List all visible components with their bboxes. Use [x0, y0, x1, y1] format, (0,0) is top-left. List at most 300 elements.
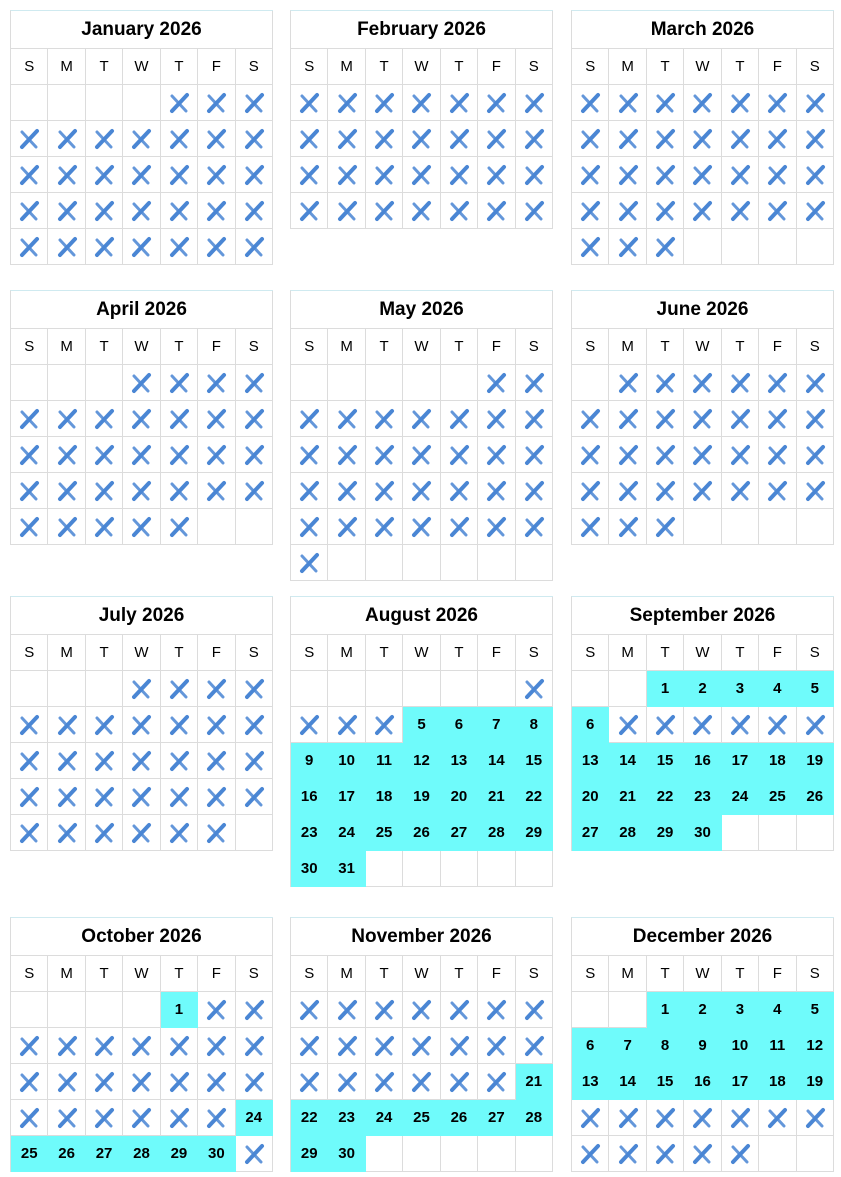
empty-day-cell: [441, 851, 478, 887]
cross-mark-icon: [168, 480, 190, 502]
available-day-cell[interactable]: 21: [478, 779, 515, 815]
available-day-cell[interactable]: 16: [291, 779, 328, 815]
available-day-cell[interactable]: 28: [609, 815, 646, 851]
available-day-cell[interactable]: 18: [759, 1064, 796, 1100]
month-calendar: [10, 290, 273, 545]
cross-mark-icon: [56, 200, 78, 222]
empty-day-cell: [759, 229, 796, 265]
available-day-cell[interactable]: 22: [291, 1100, 328, 1136]
cross-mark-icon: [168, 444, 190, 466]
cross-mark-icon: [93, 1071, 115, 1093]
unavailable-day-cell: [722, 193, 759, 229]
unavailable-day-cell: [572, 473, 609, 509]
available-day-cell[interactable]: 22: [647, 779, 684, 815]
month-title: June 2026: [572, 291, 834, 329]
cross-mark-icon: [243, 444, 265, 466]
unavailable-day-cell: [123, 121, 160, 157]
unavailable-day-cell: [609, 1100, 646, 1136]
available-day-cell[interactable]: 28: [123, 1136, 160, 1172]
available-day-cell[interactable]: 26: [797, 779, 834, 815]
available-day-cell[interactable]: 31: [328, 851, 365, 887]
month-calendar: [290, 290, 553, 581]
empty-day-cell: [48, 85, 85, 121]
unavailable-day-cell: [441, 401, 478, 437]
unavailable-day-cell: [516, 1028, 553, 1064]
weekday-header: S: [236, 49, 273, 85]
unavailable-day-cell: [11, 473, 48, 509]
available-day-cell[interactable]: 15: [647, 743, 684, 779]
empty-day-cell: [48, 671, 85, 707]
available-day-cell[interactable]: 7: [609, 1028, 646, 1064]
cross-mark-icon: [617, 714, 639, 736]
available-day-cell[interactable]: 1: [647, 992, 684, 1028]
unavailable-day-cell: [161, 743, 198, 779]
empty-day-cell: [572, 365, 609, 401]
unavailable-day-cell: [797, 121, 834, 157]
cross-mark-icon: [766, 480, 788, 502]
unavailable-day-cell: [722, 1100, 759, 1136]
cross-mark-icon: [579, 92, 601, 114]
weekday-header: W: [123, 956, 160, 992]
unavailable-day-cell: [684, 437, 721, 473]
empty-day-cell: [441, 1136, 478, 1172]
available-day-cell[interactable]: 30: [198, 1136, 235, 1172]
available-day-cell[interactable]: 16: [684, 1064, 721, 1100]
cross-mark-icon: [93, 822, 115, 844]
cross-mark-icon: [654, 480, 676, 502]
unavailable-day-cell: [759, 437, 796, 473]
cross-mark-icon: [205, 786, 227, 808]
empty-day-cell: [86, 365, 123, 401]
unavailable-day-cell: [403, 437, 440, 473]
month-calendar: [10, 917, 273, 1172]
cross-mark-icon: [18, 200, 40, 222]
available-day-cell[interactable]: 26: [48, 1136, 85, 1172]
available-day-cell[interactable]: 14: [609, 743, 646, 779]
unavailable-day-cell: [478, 1028, 515, 1064]
cross-mark-icon: [243, 200, 265, 222]
available-day-cell[interactable]: 23: [684, 779, 721, 815]
unavailable-day-cell: [198, 815, 235, 851]
day-grid: [11, 956, 273, 1172]
available-day-cell[interactable]: 20: [572, 779, 609, 815]
available-day-cell[interactable]: 17: [328, 779, 365, 815]
unavailable-day-cell: [759, 121, 796, 157]
available-day-cell[interactable]: 19: [797, 743, 834, 779]
unavailable-day-cell: [441, 85, 478, 121]
unavailable-day-cell: [291, 401, 328, 437]
unavailable-day-cell: [123, 437, 160, 473]
unavailable-day-cell: [161, 157, 198, 193]
unavailable-day-cell: [48, 121, 85, 157]
available-day-cell[interactable]: 8: [516, 707, 553, 743]
available-day-cell[interactable]: 1: [647, 671, 684, 707]
cross-mark-icon: [373, 714, 395, 736]
available-day-cell[interactable]: 17: [722, 1064, 759, 1100]
unavailable-day-cell: [759, 157, 796, 193]
unavailable-day-cell: [366, 1028, 403, 1064]
empty-day-cell: [48, 365, 85, 401]
available-day-cell[interactable]: 27: [478, 1100, 515, 1136]
unavailable-day-cell: [797, 473, 834, 509]
unavailable-day-cell: [441, 992, 478, 1028]
unavailable-day-cell: [11, 707, 48, 743]
cross-mark-icon: [766, 408, 788, 430]
available-day-cell[interactable]: 25: [11, 1136, 48, 1172]
weekday-header: W: [123, 329, 160, 365]
weekday-header: W: [684, 49, 721, 85]
cross-mark-icon: [448, 516, 470, 538]
available-day-cell[interactable]: 24: [328, 815, 365, 851]
available-day-cell[interactable]: 11: [759, 1028, 796, 1064]
cross-mark-icon: [205, 164, 227, 186]
unavailable-day-cell: [797, 365, 834, 401]
unavailable-day-cell: [684, 401, 721, 437]
cross-mark-icon: [691, 1143, 713, 1165]
cross-mark-icon: [298, 200, 320, 222]
unavailable-day-cell: [684, 707, 721, 743]
available-day-cell[interactable]: 4: [759, 992, 796, 1028]
weekday-header: T: [647, 956, 684, 992]
cross-mark-icon: [691, 408, 713, 430]
available-day-cell[interactable]: 27: [441, 815, 478, 851]
cross-mark-icon: [523, 164, 545, 186]
available-day-cell[interactable]: 24: [722, 779, 759, 815]
cross-mark-icon: [205, 92, 227, 114]
unavailable-day-cell: [123, 671, 160, 707]
available-day-cell[interactable]: 6: [572, 707, 609, 743]
cross-mark-icon: [523, 92, 545, 114]
unavailable-day-cell: [86, 157, 123, 193]
cross-mark-icon: [298, 552, 320, 574]
available-day-cell[interactable]: 11: [366, 743, 403, 779]
cross-mark-icon: [298, 164, 320, 186]
unavailable-day-cell: [161, 509, 198, 545]
unavailable-day-cell: [572, 121, 609, 157]
unavailable-day-cell: [441, 121, 478, 157]
available-day-cell[interactable]: 29: [516, 815, 553, 851]
cross-mark-icon: [93, 1107, 115, 1129]
available-day-cell[interactable]: 20: [441, 779, 478, 815]
unavailable-day-cell: [441, 509, 478, 545]
unavailable-day-cell: [161, 1100, 198, 1136]
unavailable-day-cell: [647, 121, 684, 157]
available-day-cell[interactable]: 29: [647, 815, 684, 851]
unavailable-day-cell: [291, 121, 328, 157]
available-day-cell[interactable]: 12: [403, 743, 440, 779]
cross-mark-icon: [691, 200, 713, 222]
cross-mark-icon: [93, 786, 115, 808]
cross-mark-icon: [168, 1107, 190, 1129]
cross-mark-icon: [373, 999, 395, 1021]
unavailable-day-cell: [161, 707, 198, 743]
weekday-header: S: [797, 635, 834, 671]
cross-mark-icon: [243, 1071, 265, 1093]
available-day-cell[interactable]: 29: [161, 1136, 198, 1172]
weekday-header: S: [11, 956, 48, 992]
unavailable-day-cell: [198, 779, 235, 815]
weekday-header: T: [722, 329, 759, 365]
available-day-cell[interactable]: 24: [236, 1100, 273, 1136]
weekday-header: T: [161, 956, 198, 992]
cross-mark-icon: [729, 200, 751, 222]
cross-mark-icon: [18, 714, 40, 736]
month-title: May 2026: [291, 291, 553, 329]
unavailable-day-cell: [572, 85, 609, 121]
unavailable-day-cell: [366, 992, 403, 1028]
cross-mark-icon: [56, 750, 78, 772]
cross-mark-icon: [617, 1107, 639, 1129]
cross-mark-icon: [130, 444, 152, 466]
cross-mark-icon: [93, 1035, 115, 1057]
weekday-header: S: [797, 49, 834, 85]
empty-day-cell: [123, 85, 160, 121]
cross-mark-icon: [691, 164, 713, 186]
available-day-cell[interactable]: 15: [516, 743, 553, 779]
cross-mark-icon: [336, 516, 358, 538]
weekday-header: S: [516, 956, 553, 992]
cross-mark-icon: [298, 516, 320, 538]
cross-mark-icon: [485, 1071, 507, 1093]
unavailable-day-cell: [647, 707, 684, 743]
unavailable-day-cell: [441, 193, 478, 229]
available-day-cell[interactable]: 3: [722, 992, 759, 1028]
cross-mark-icon: [485, 1035, 507, 1057]
cross-mark-icon: [205, 1107, 227, 1129]
unavailable-day-cell: [328, 473, 365, 509]
available-day-cell[interactable]: 23: [328, 1100, 365, 1136]
cross-mark-icon: [410, 92, 432, 114]
cross-mark-icon: [523, 444, 545, 466]
available-day-cell[interactable]: 30: [328, 1136, 365, 1172]
cross-mark-icon: [243, 408, 265, 430]
available-day-cell[interactable]: 6: [441, 707, 478, 743]
unavailable-day-cell: [403, 1028, 440, 1064]
available-day-cell[interactable]: 18: [366, 779, 403, 815]
empty-day-cell: [516, 1136, 553, 1172]
unavailable-day-cell: [647, 157, 684, 193]
weekday-header: M: [609, 635, 646, 671]
unavailable-day-cell: [516, 365, 553, 401]
cross-mark-icon: [804, 408, 826, 430]
available-day-cell[interactable]: 2: [684, 671, 721, 707]
weekday-header: W: [123, 635, 160, 671]
weekday-header: S: [516, 635, 553, 671]
cross-mark-icon: [523, 372, 545, 394]
unavailable-day-cell: [797, 401, 834, 437]
empty-day-cell: [759, 509, 796, 545]
weekday-header: S: [11, 329, 48, 365]
cross-mark-icon: [243, 236, 265, 258]
cross-mark-icon: [654, 128, 676, 150]
cross-mark-icon: [168, 236, 190, 258]
cross-mark-icon: [93, 444, 115, 466]
unavailable-day-cell: [11, 1028, 48, 1064]
available-day-cell[interactable]: 18: [759, 743, 796, 779]
day-grid: [291, 635, 553, 887]
available-day-cell[interactable]: 14: [478, 743, 515, 779]
unavailable-day-cell: [48, 193, 85, 229]
available-day-cell[interactable]: 12: [797, 1028, 834, 1064]
available-day-cell[interactable]: 26: [441, 1100, 478, 1136]
empty-day-cell: [759, 815, 796, 851]
unavailable-day-cell: [366, 707, 403, 743]
unavailable-day-cell: [366, 437, 403, 473]
unavailable-day-cell: [441, 473, 478, 509]
available-day-cell[interactable]: 27: [572, 815, 609, 851]
available-day-cell[interactable]: 29: [291, 1136, 328, 1172]
available-day-cell[interactable]: 1: [161, 992, 198, 1028]
weekday-header: M: [48, 635, 85, 671]
unavailable-day-cell: [236, 1064, 273, 1100]
cross-mark-icon: [654, 236, 676, 258]
cross-mark-icon: [168, 714, 190, 736]
available-day-cell[interactable]: 30: [684, 815, 721, 851]
weekday-header: S: [797, 329, 834, 365]
available-day-cell[interactable]: 25: [759, 779, 796, 815]
available-day-cell[interactable]: 26: [403, 815, 440, 851]
cross-mark-icon: [579, 480, 601, 502]
cross-mark-icon: [617, 1143, 639, 1165]
cross-mark-icon: [205, 714, 227, 736]
available-day-cell[interactable]: 6: [572, 1028, 609, 1064]
available-day-cell[interactable]: 8: [647, 1028, 684, 1064]
weekday-header: T: [366, 329, 403, 365]
empty-day-cell: [759, 1136, 796, 1172]
unavailable-day-cell: [366, 473, 403, 509]
weekday-header: F: [198, 329, 235, 365]
unavailable-day-cell: [236, 779, 273, 815]
weekday-header: S: [572, 329, 609, 365]
available-day-cell[interactable]: 5: [797, 671, 834, 707]
available-day-cell[interactable]: 5: [797, 992, 834, 1028]
cross-mark-icon: [168, 372, 190, 394]
available-day-cell[interactable]: 19: [797, 1064, 834, 1100]
unavailable-day-cell: [609, 1136, 646, 1172]
unavailable-day-cell: [647, 1136, 684, 1172]
unavailable-day-cell: [647, 1100, 684, 1136]
weekday-header: S: [236, 329, 273, 365]
available-day-cell[interactable]: 25: [403, 1100, 440, 1136]
available-day-cell[interactable]: 21: [516, 1064, 553, 1100]
available-day-cell[interactable]: 10: [722, 1028, 759, 1064]
cross-mark-icon: [485, 999, 507, 1021]
unavailable-day-cell: [366, 193, 403, 229]
cross-mark-icon: [448, 92, 470, 114]
unavailable-day-cell: [684, 1136, 721, 1172]
available-day-cell[interactable]: 13: [441, 743, 478, 779]
cross-mark-icon: [448, 480, 470, 502]
unavailable-day-cell: [123, 473, 160, 509]
unavailable-day-cell: [722, 121, 759, 157]
day-grid: [291, 956, 553, 1172]
available-day-cell[interactable]: 27: [86, 1136, 123, 1172]
unavailable-day-cell: [48, 707, 85, 743]
unavailable-day-cell: [609, 401, 646, 437]
cross-mark-icon: [654, 714, 676, 736]
available-day-cell[interactable]: 9: [291, 743, 328, 779]
unavailable-day-cell: [647, 509, 684, 545]
unavailable-day-cell: [759, 85, 796, 121]
available-day-cell[interactable]: 10: [328, 743, 365, 779]
available-day-cell[interactable]: 13: [572, 1064, 609, 1100]
cross-mark-icon: [130, 714, 152, 736]
empty-day-cell: [198, 509, 235, 545]
cross-mark-icon: [654, 408, 676, 430]
available-day-cell[interactable]: 2: [684, 992, 721, 1028]
available-day-cell[interactable]: 4: [759, 671, 796, 707]
available-day-cell[interactable]: 16: [684, 743, 721, 779]
available-day-cell[interactable]: 14: [609, 1064, 646, 1100]
cross-mark-icon: [56, 786, 78, 808]
unavailable-day-cell: [236, 437, 273, 473]
cross-mark-icon: [18, 128, 40, 150]
available-day-cell[interactable]: 3: [722, 671, 759, 707]
unavailable-day-cell: [478, 85, 515, 121]
available-day-cell[interactable]: 28: [478, 815, 515, 851]
weekday-header: S: [516, 49, 553, 85]
unavailable-day-cell: [572, 401, 609, 437]
weekday-header: T: [366, 49, 403, 85]
cross-mark-icon: [448, 1035, 470, 1057]
unavailable-day-cell: [48, 779, 85, 815]
unavailable-day-cell: [86, 121, 123, 157]
cross-mark-icon: [766, 164, 788, 186]
available-day-cell[interactable]: 28: [516, 1100, 553, 1136]
available-day-cell[interactable]: 25: [366, 815, 403, 851]
available-day-cell[interactable]: 7: [478, 707, 515, 743]
available-day-cell[interactable]: 15: [647, 1064, 684, 1100]
weekday-header: T: [161, 635, 198, 671]
unavailable-day-cell: [123, 1064, 160, 1100]
available-day-cell[interactable]: 22: [516, 779, 553, 815]
empty-day-cell: [478, 545, 515, 581]
cross-mark-icon: [410, 128, 432, 150]
weekday-header: T: [722, 635, 759, 671]
unavailable-day-cell: [609, 365, 646, 401]
cross-mark-icon: [485, 92, 507, 114]
cross-mark-icon: [18, 480, 40, 502]
available-day-cell[interactable]: 23: [291, 815, 328, 851]
cross-mark-icon: [93, 236, 115, 258]
unavailable-day-cell: [236, 157, 273, 193]
cross-mark-icon: [168, 750, 190, 772]
cross-mark-icon: [243, 714, 265, 736]
available-day-cell[interactable]: 24: [366, 1100, 403, 1136]
cross-mark-icon: [691, 444, 713, 466]
cross-mark-icon: [410, 408, 432, 430]
unavailable-day-cell: [366, 1064, 403, 1100]
unavailable-day-cell: [403, 157, 440, 193]
unavailable-day-cell: [236, 229, 273, 265]
unavailable-day-cell: [161, 779, 198, 815]
month-calendar: [571, 596, 834, 851]
cross-mark-icon: [130, 1071, 152, 1093]
unavailable-day-cell: [797, 437, 834, 473]
cross-mark-icon: [373, 128, 395, 150]
available-day-cell[interactable]: 13: [572, 743, 609, 779]
available-day-cell[interactable]: 19: [403, 779, 440, 815]
empty-day-cell: [722, 229, 759, 265]
available-day-cell[interactable]: 5: [403, 707, 440, 743]
unavailable-day-cell: [684, 121, 721, 157]
unavailable-day-cell: [123, 509, 160, 545]
available-day-cell[interactable]: 30: [291, 851, 328, 887]
cross-mark-icon: [18, 1071, 40, 1093]
available-day-cell[interactable]: 17: [722, 743, 759, 779]
available-day-cell[interactable]: 21: [609, 779, 646, 815]
available-day-cell[interactable]: 9: [684, 1028, 721, 1064]
